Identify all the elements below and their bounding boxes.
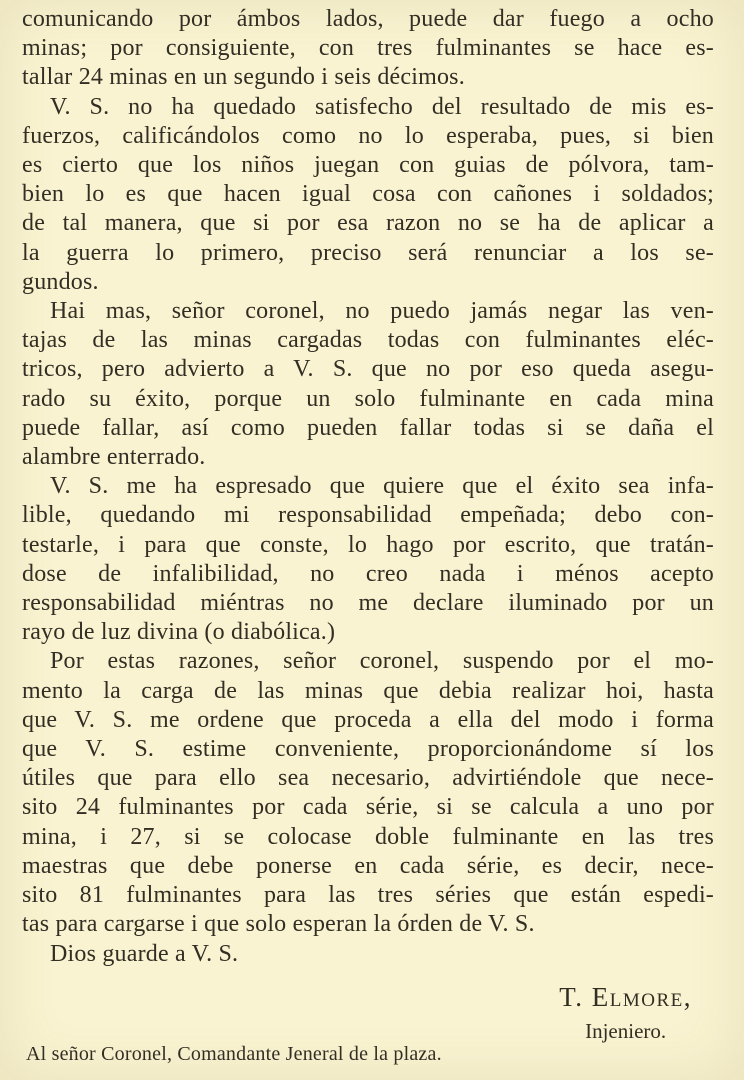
- text-line: tricos, pero advierto a V. S. que no por eso queda asegu-: [22, 356, 714, 383]
- text-line: minas; por consiguiente, con tres fulminantes se hace es-: [22, 35, 714, 62]
- text-line: puede fallar, así como pueden fallar todas si se daña el: [22, 414, 714, 441]
- footnote-addressee: Al señor Coronel, Comandante Jeneral de la plaza.: [26, 1043, 442, 1065]
- text-line: gundos.: [22, 268, 99, 295]
- text-line: testarle, i para que conste, lo hago por escrito, que tratán-: [22, 531, 714, 558]
- text-line: V. S. no ha quedado satisfecho del resultado de mis es-: [50, 93, 714, 120]
- text-line: comunicando por ámbos lados, puede dar fuego a ocho: [22, 6, 714, 32]
- text-line: mina, i 27, si se colocase doble fulminante en las tres: [22, 823, 714, 850]
- text-line: V. S. me ha espresado que quiere que el éxito sea infa-: [50, 473, 714, 500]
- signature-block: [0, 983, 744, 1045]
- text-line: sito 24 fulminantes por cada série, si se calcula a uno por: [22, 794, 714, 821]
- signature-inner: [559, 983, 692, 1045]
- text-line: rayo de luz divina (o diabólica.): [22, 619, 336, 646]
- text-line: responsabilidad miéntras no me declare iluminado por un: [22, 590, 714, 617]
- text-line: lible, quedando mi responsabilidad empeñada; debo con-: [22, 502, 714, 529]
- text-line: sito 81 fulminantes para las tres séries que están espedi-: [22, 882, 714, 909]
- text-line: Dios guarde a V. S.: [50, 940, 239, 967]
- text-line: bien lo es que hacen igual cosa con cañones i soldados;: [22, 181, 714, 208]
- text-line: tajas de las minas cargadas todas con fulminantes eléc-: [22, 327, 714, 354]
- text-line: la guerra lo primero, preciso será renunciar a los se-: [22, 239, 714, 266]
- text-line: alambre enterrado.: [22, 444, 206, 471]
- text-line: tas para cargarse i que solo esperan la órden de V. S.: [22, 911, 535, 938]
- text-line: rado su éxito, porque un solo fulminante en cada mina: [22, 385, 714, 412]
- text-line: Por estas razones, señor coronel, suspendo por el mo-: [50, 648, 714, 675]
- text-line: fuerzos, calificándolos como no lo esperaba, pues, si bien: [22, 122, 714, 149]
- signature-name: T. Elmore,: [559, 981, 692, 1012]
- text-line: mento la carga de las minas que debia realizar hoi, hasta: [22, 677, 714, 704]
- signature-title: Injeniero.: [585, 1019, 667, 1044]
- text-line: de tal manera, que si por esa razon no se ha de aplicar a: [22, 210, 714, 237]
- text-line: es cierto que los niños juegan con guias de pólvora, tam-: [22, 152, 714, 179]
- text-line: Hai mas, señor coronel, no puedo jamás negar las ven-: [50, 298, 714, 325]
- text-line: que V. S. me ordene que proceda a ella del modo i forma: [22, 706, 714, 733]
- text-line: que V. S. estime conveniente, proporcionándome sí los: [22, 736, 714, 763]
- text-line: útiles que para ello sea necesario, advirtiéndole que nece-: [22, 765, 714, 792]
- text-line: maestras que debe ponerse en cada série, es decir, nece-: [22, 852, 714, 879]
- text-line: tallar 24 minas en un segundo i seis décimos.: [22, 64, 465, 91]
- text-line: dose de infalibilidad, no creo nada i ménos acepto: [22, 560, 714, 587]
